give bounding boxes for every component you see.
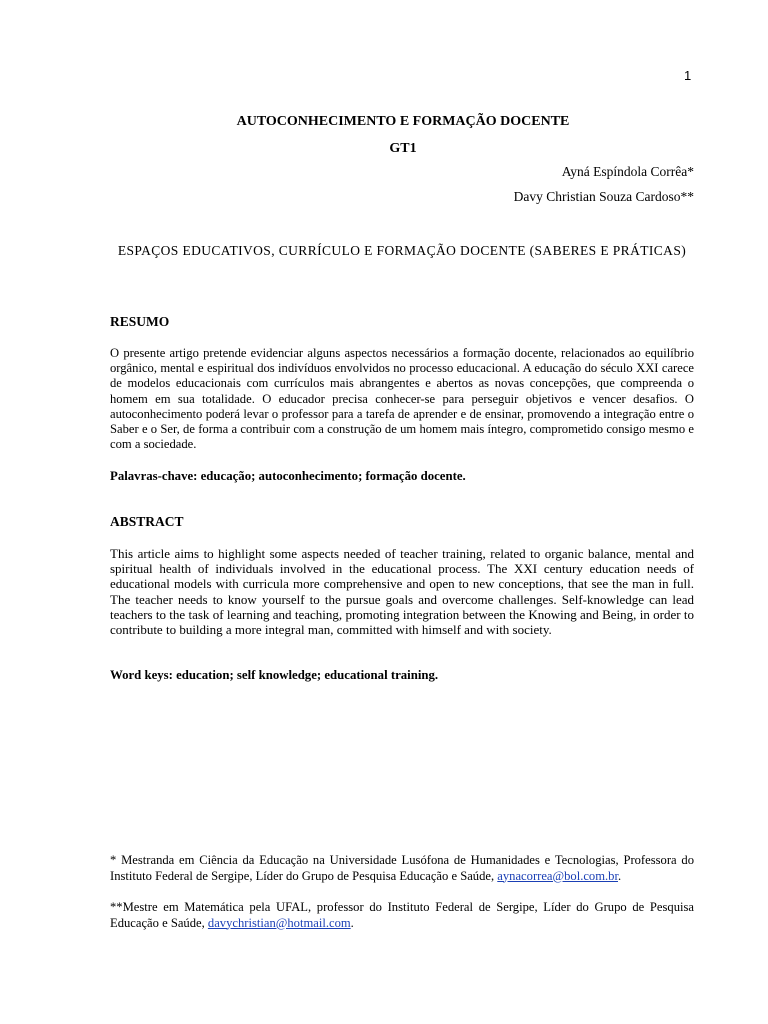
footnote-1-email-link[interactable]: aynacorrea@bol.com.br bbox=[497, 868, 618, 883]
palavras-chave: Palavras-chave: educação; autoconhecimento; formação docente. bbox=[110, 469, 466, 483]
footnote-2-end: . bbox=[350, 915, 354, 930]
theme-line: ESPAÇOS EDUCATIVOS, CURRÍCULO E FORMAÇÃO DOCENTE (SABERES E PRÁTICAS) bbox=[117, 243, 687, 258]
footnote-2-text: **Mestre em Matemática pela UFAL, professor do Instituto Federal de Sergipe, Líder do Grupo de Pesquisa Educação e Saúde, bbox=[110, 900, 694, 930]
footnote-1-end: . bbox=[617, 868, 622, 883]
abstract-heading: ABSTRACT bbox=[110, 514, 184, 529]
footnote-1 bbox=[110, 853, 694, 884]
resumo-text: O presente artigo pretende evidenciar alguns aspectos necessários a formação docente, relacionados ao equilíbrio orgânico, mental e espiritual dos indivíduos envolvidos no processo educacional. A educação do século XXI carece de modelos educacionais com currículos mais abrangentes e abertos as novas concepções, que compreenda o homem em sua totalidade. O educador precisa conhecer-se para perseguir objetivos e vencer desafios. O autoconhecimento poderá levar o professor para a tarefa de aprender e de ensinar, promovendo a integração entre o Saber e o Ser, de forma a contribuir com a construção de um homem mais íntegro, comprometido consigo mesmo e com a sociedade. bbox=[110, 346, 694, 452]
footnote-2-email-link[interactable]: davychristian@hotmail.com bbox=[207, 915, 351, 930]
word-keys: Word keys: education; self knowledge; educational training. bbox=[110, 668, 439, 682]
abstract-text: This article aims to highlight some aspects needed of teacher training, related to organic balance, mental and spiritual health of individuals involved in the educational process. The XXI century education needs of educational models with curricula more comprehensive and open to new conceptions, that see the man in full. The teacher needs to know yourself to the pursue goals and overcome challenges. Self-knowledge can lead teachers to the task of learning and teaching, promoting integration between the Knowing and Being, in order to contribute to building a more integral man, committed with himself and with society. bbox=[110, 546, 694, 638]
working-group: GT1 bbox=[389, 141, 417, 156]
author-1: Ayná Espíndola Corrêa* bbox=[561, 164, 694, 179]
footnote-2 bbox=[110, 900, 694, 931]
page-number: 1 bbox=[684, 68, 692, 83]
footnote-1-text: * Mestranda em Ciência da Educação na Universidade Lusófona de Humanidades e Tecnologias, Professora do Instituto Federal de Sergipe, Líder do Grupo de Pesquisa Educação e Saúde, bbox=[110, 853, 694, 883]
paper-title: AUTOCONHECIMENTO E FORMAÇÃO DOCENTE bbox=[236, 114, 570, 129]
author-2: Davy Christian Souza Cardoso** bbox=[513, 189, 694, 204]
resumo-heading: RESUMO bbox=[110, 314, 170, 329]
